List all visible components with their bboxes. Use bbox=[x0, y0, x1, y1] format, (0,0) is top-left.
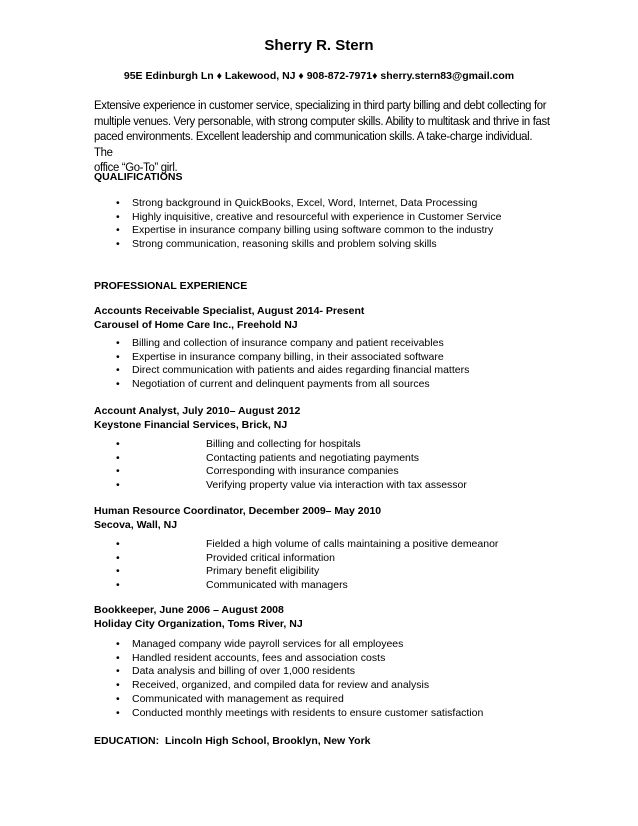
list-item bbox=[0, 452, 467, 466]
list-item bbox=[0, 337, 469, 351]
qualifications-list bbox=[0, 197, 501, 252]
bullet-icon: • bbox=[116, 337, 120, 349]
bullet-icon: • bbox=[116, 679, 120, 692]
list-item bbox=[0, 211, 501, 225]
job-header bbox=[94, 405, 300, 432]
list-item bbox=[0, 438, 467, 452]
list-item bbox=[0, 197, 501, 211]
list-item-text: Corresponding with insurance companies bbox=[206, 465, 399, 478]
list-item-text: Direct communication with patients and aides regarding financial matters bbox=[132, 364, 470, 377]
bullet-icon: • bbox=[116, 479, 120, 492]
list-item-text: Fielded a high volume of calls maintaining a positive demeanor bbox=[206, 538, 499, 550]
list-item-text: Data analysis and billing of over 1,000 residents bbox=[132, 665, 355, 678]
summary-paragraph bbox=[94, 98, 550, 176]
job-title: Account Analyst, July 2010– August 2012 bbox=[94, 405, 301, 417]
list-item-text: Billing and collecting for hospitals bbox=[206, 438, 361, 450]
job-duties-list bbox=[0, 438, 467, 493]
job-employer: Carousel of Home Care Inc., Freehold NJ bbox=[94, 318, 298, 331]
qualifications-heading: QUALIFICATIONS bbox=[94, 171, 183, 183]
job-duties-list bbox=[0, 638, 483, 720]
bullet-icon: • bbox=[116, 364, 120, 377]
job-duties-list bbox=[0, 538, 498, 593]
job-title: Human Resource Coordinator, December 2009– May 2010 bbox=[94, 505, 382, 517]
job-header bbox=[94, 604, 303, 631]
list-item-text: Provided critical information bbox=[206, 551, 335, 564]
list-item-text: Expertise in insurance company billing, in their associated software bbox=[132, 350, 444, 363]
summary-line: office “Go-To” girl. bbox=[94, 160, 178, 174]
list-item-text: Communicated with managers bbox=[206, 579, 348, 592]
job-employer: Secova, Wall, NJ bbox=[94, 518, 178, 531]
list-item bbox=[0, 465, 467, 479]
list-item bbox=[0, 579, 498, 593]
list-item bbox=[0, 652, 483, 666]
list-item-text: Received, organized, and compiled data for review and analysis bbox=[132, 679, 430, 692]
job-title: Accounts Receivable Specialist, August 2014- Present bbox=[94, 305, 365, 317]
list-item-text: Handled resident accounts, fees and association costs bbox=[132, 651, 386, 664]
bullet-icon: • bbox=[116, 210, 120, 223]
list-item bbox=[0, 378, 469, 392]
list-item-text: Billing and collection of insurance company and patient receivables bbox=[132, 337, 444, 349]
list-item-text: Primary benefit eligibility bbox=[206, 565, 320, 578]
list-item-text: Contacting patients and negotiating payments bbox=[206, 451, 420, 464]
bullet-icon: • bbox=[116, 538, 120, 550]
bullet-icon: • bbox=[116, 638, 120, 650]
summary-line: paced environments. Excellent leadership and communication skills. A take-charge individual. The bbox=[94, 129, 533, 159]
bullet-icon: • bbox=[116, 665, 120, 678]
list-item bbox=[0, 552, 498, 566]
list-item-text: Strong background in QuickBooks, Excel, Word, Internet, Data Processing bbox=[132, 197, 478, 209]
job-employer: Keystone Financial Services, Brick, NJ bbox=[94, 418, 288, 431]
list-item-text: Verifying property value via interaction with tax assessor bbox=[206, 479, 467, 492]
job-employer: Holiday City Organization, Toms River, NJ bbox=[94, 617, 303, 630]
resume-name: Sherry R. Stern bbox=[264, 37, 374, 54]
list-item-text: Negotiation of current and delinquent payments from all sources bbox=[132, 378, 430, 391]
list-item bbox=[0, 693, 483, 707]
summary-line: multiple venues. Very personable, with strong computer skills. Ability to multitask and thrive in fast bbox=[94, 113, 550, 128]
list-item-text: Strong communication, reasoning skills and problem solving skills bbox=[132, 238, 437, 251]
list-item-text: Highly inquisitive, creative and resourceful with experience in Customer Service bbox=[132, 210, 502, 223]
bullet-icon: • bbox=[116, 197, 120, 209]
list-item bbox=[0, 538, 498, 552]
education-line: EDUCATION: Lincoln High School, Brooklyn, New York bbox=[94, 735, 371, 747]
list-item bbox=[0, 479, 467, 493]
list-item bbox=[0, 679, 483, 693]
bullet-icon: • bbox=[116, 551, 120, 564]
bullet-icon: • bbox=[116, 378, 120, 391]
bullet-icon: • bbox=[116, 350, 120, 363]
list-item-text: Conducted monthly meetings with residents to ensure customer satisfaction bbox=[132, 706, 484, 719]
contact-line: 95E Edinburgh Ln ♦ Lakewood, NJ ♦ 908-872-7971♦ sherry.stern83@gmail.com bbox=[123, 70, 515, 82]
bullet-icon: • bbox=[116, 692, 120, 705]
job-header bbox=[94, 305, 364, 332]
list-item bbox=[0, 364, 469, 378]
job-header bbox=[94, 505, 381, 532]
list-item bbox=[0, 238, 501, 252]
list-item-text: Managed company wide payroll services for all employees bbox=[132, 638, 404, 650]
summary-line: Extensive experience in customer service, specializing in third party billing and debt collecting for bbox=[94, 98, 547, 112]
bullet-icon: • bbox=[116, 579, 120, 592]
bullet-icon: • bbox=[116, 451, 120, 464]
bullet-icon: • bbox=[116, 438, 120, 450]
bullet-icon: • bbox=[116, 651, 120, 664]
bullet-icon: • bbox=[116, 238, 120, 251]
list-item bbox=[0, 351, 469, 365]
bullet-icon: • bbox=[116, 565, 120, 578]
bullet-icon: • bbox=[116, 465, 120, 478]
job-title: Bookkeeper, June 2006 – August 2008 bbox=[94, 604, 284, 616]
list-item-text: Expertise in insurance company billing using software common to the industry bbox=[132, 224, 494, 237]
experience-heading: PROFESSIONAL EXPERIENCE bbox=[94, 280, 248, 292]
list-item bbox=[0, 224, 501, 238]
bullet-icon: • bbox=[116, 706, 120, 719]
list-item bbox=[0, 638, 483, 652]
list-item bbox=[0, 665, 483, 679]
bullet-icon: • bbox=[116, 224, 120, 237]
list-item bbox=[0, 707, 483, 721]
list-item bbox=[0, 565, 498, 579]
list-item-text: Communicated with management as required bbox=[132, 692, 344, 705]
job-duties-list bbox=[0, 337, 469, 392]
